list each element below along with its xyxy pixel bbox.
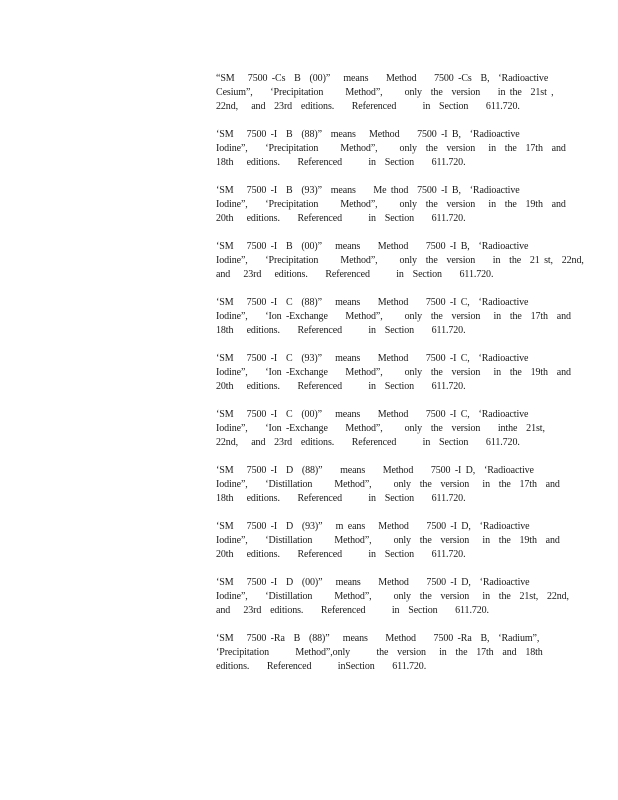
definition-entry: [216, 72, 554, 114]
definition-entry: [216, 408, 545, 450]
entry-text-line: 22nd, and 23rd editions. Referenced in Section 611.720.: [216, 437, 520, 448]
definition-entry: [216, 184, 566, 226]
definition-entry: [216, 520, 560, 562]
entry-text-line: Cesium”, ‘Precipitation Method”, only the version in the 21st ,: [216, 87, 554, 98]
definition-entry: [216, 240, 584, 282]
entry-text-line: 18th editions. Referenced in Section 611.720.: [216, 493, 466, 504]
entry-text-line: ‘SM 7500 -I D (00)” means Method 7500 -I D, ‘Radioactive: [216, 577, 530, 588]
entry-text-line: Iodine”, ‘Distillation Method”, only the version in the 21st, 22nd,: [216, 591, 569, 602]
entry-text-line: ‘SM 7500 -I C (88)” means Method 7500 -I C, ‘Radioactive: [216, 297, 529, 308]
entry-text-line: Iodine”, ‘Precipitation Method”, only the version in the 19th and: [216, 199, 566, 210]
entry-text-line: ‘SM 7500 -Ra B (88)” means Method 7500 -Ra B, ‘Radium”,: [216, 633, 540, 644]
entry-text-line: 20th editions. Referenced in Section 611.720.: [216, 381, 466, 392]
entry-text-line: Iodine”, ‘Distillation Method”, only the version in the 17th and: [216, 479, 560, 490]
entry-text-line: ‘Precipitation Method”,only the version in the 17th and 18th: [216, 647, 543, 658]
entry-text-line: editions. Referenced inSection 611.720.: [216, 661, 427, 672]
entry-text-line: ‘SM 7500 -I C (93)” means Method 7500 -I C, ‘Radioactive: [216, 353, 529, 364]
entry-text-line: Iodine”, ‘Ion -Exchange Method”, only the version inthe 21st,: [216, 423, 545, 434]
entry-text-line: ‘SM 7500 -I B (00)” means Method 7500 -I B, ‘Radioactive: [216, 241, 529, 252]
entry-text-line: ‘SM 7500 -I B (93)” means Me thod 7500 -I B, ‘Radioactive: [216, 185, 520, 196]
entry-text-line: Iodine”, ‘Distillation Method”, only the version in the 19th and: [216, 535, 560, 546]
entry-text-line: and 23rd editions. Referenced in Section 611.720.: [216, 605, 489, 616]
entry-text-line: ‘SM 7500 -I D (88)” means Method 7500 -I D, ‘Radioactive: [216, 465, 534, 476]
definition-entry: [216, 128, 566, 170]
entry-text-line: 22nd, and 23rd editions. Referenced in Section 611.720.: [216, 101, 520, 112]
definition-entry: [216, 576, 569, 618]
entry-text-line: and 23rd editions. Referenced in Section 611.720.: [216, 269, 494, 280]
entry-text-line: Iodine”, ‘Precipitation Method”, only the version in the 21 st, 22nd,: [216, 255, 584, 266]
definition-entry: [216, 464, 560, 506]
entry-text-line: 18th editions. Referenced in Section 611.720.: [216, 157, 466, 168]
definition-entry: [216, 296, 571, 338]
entry-text-line: ‘SM 7500 -I C (00)” means Method 7500 -I C, ‘Radioactive: [216, 409, 529, 420]
entry-text-line: ‘SM 7500 -I D (93)” m eans Method 7500 -I D, ‘Radioactive: [216, 521, 530, 532]
definitions-list: [216, 72, 584, 688]
entry-text-line: Iodine”, ‘Precipitation Method”, only the version in the 17th and: [216, 143, 566, 154]
entry-text-line: Iodine”, ‘Ion -Exchange Method”, only the version in the 17th and: [216, 311, 571, 322]
entry-text-line: 20th editions. Referenced in Section 611.720.: [216, 213, 466, 224]
entry-text-line: ‘SM 7500 -I B (88)” means Method 7500 -I B, ‘Radioactive: [216, 129, 520, 140]
definition-entry: [216, 352, 571, 394]
definition-entry: [216, 632, 543, 674]
entry-text-line: 18th editions. Referenced in Section 611.720.: [216, 325, 466, 336]
entry-text-line: 20th editions. Referenced in Section 611.720.: [216, 549, 466, 560]
entry-text-line: “SM 7500 -Cs B (00)” means Method 7500 -Cs B, ‘Radioactive: [216, 73, 549, 84]
entry-text-line: Iodine”, ‘Ion -Exchange Method”, only the version in the 19th and: [216, 367, 571, 378]
